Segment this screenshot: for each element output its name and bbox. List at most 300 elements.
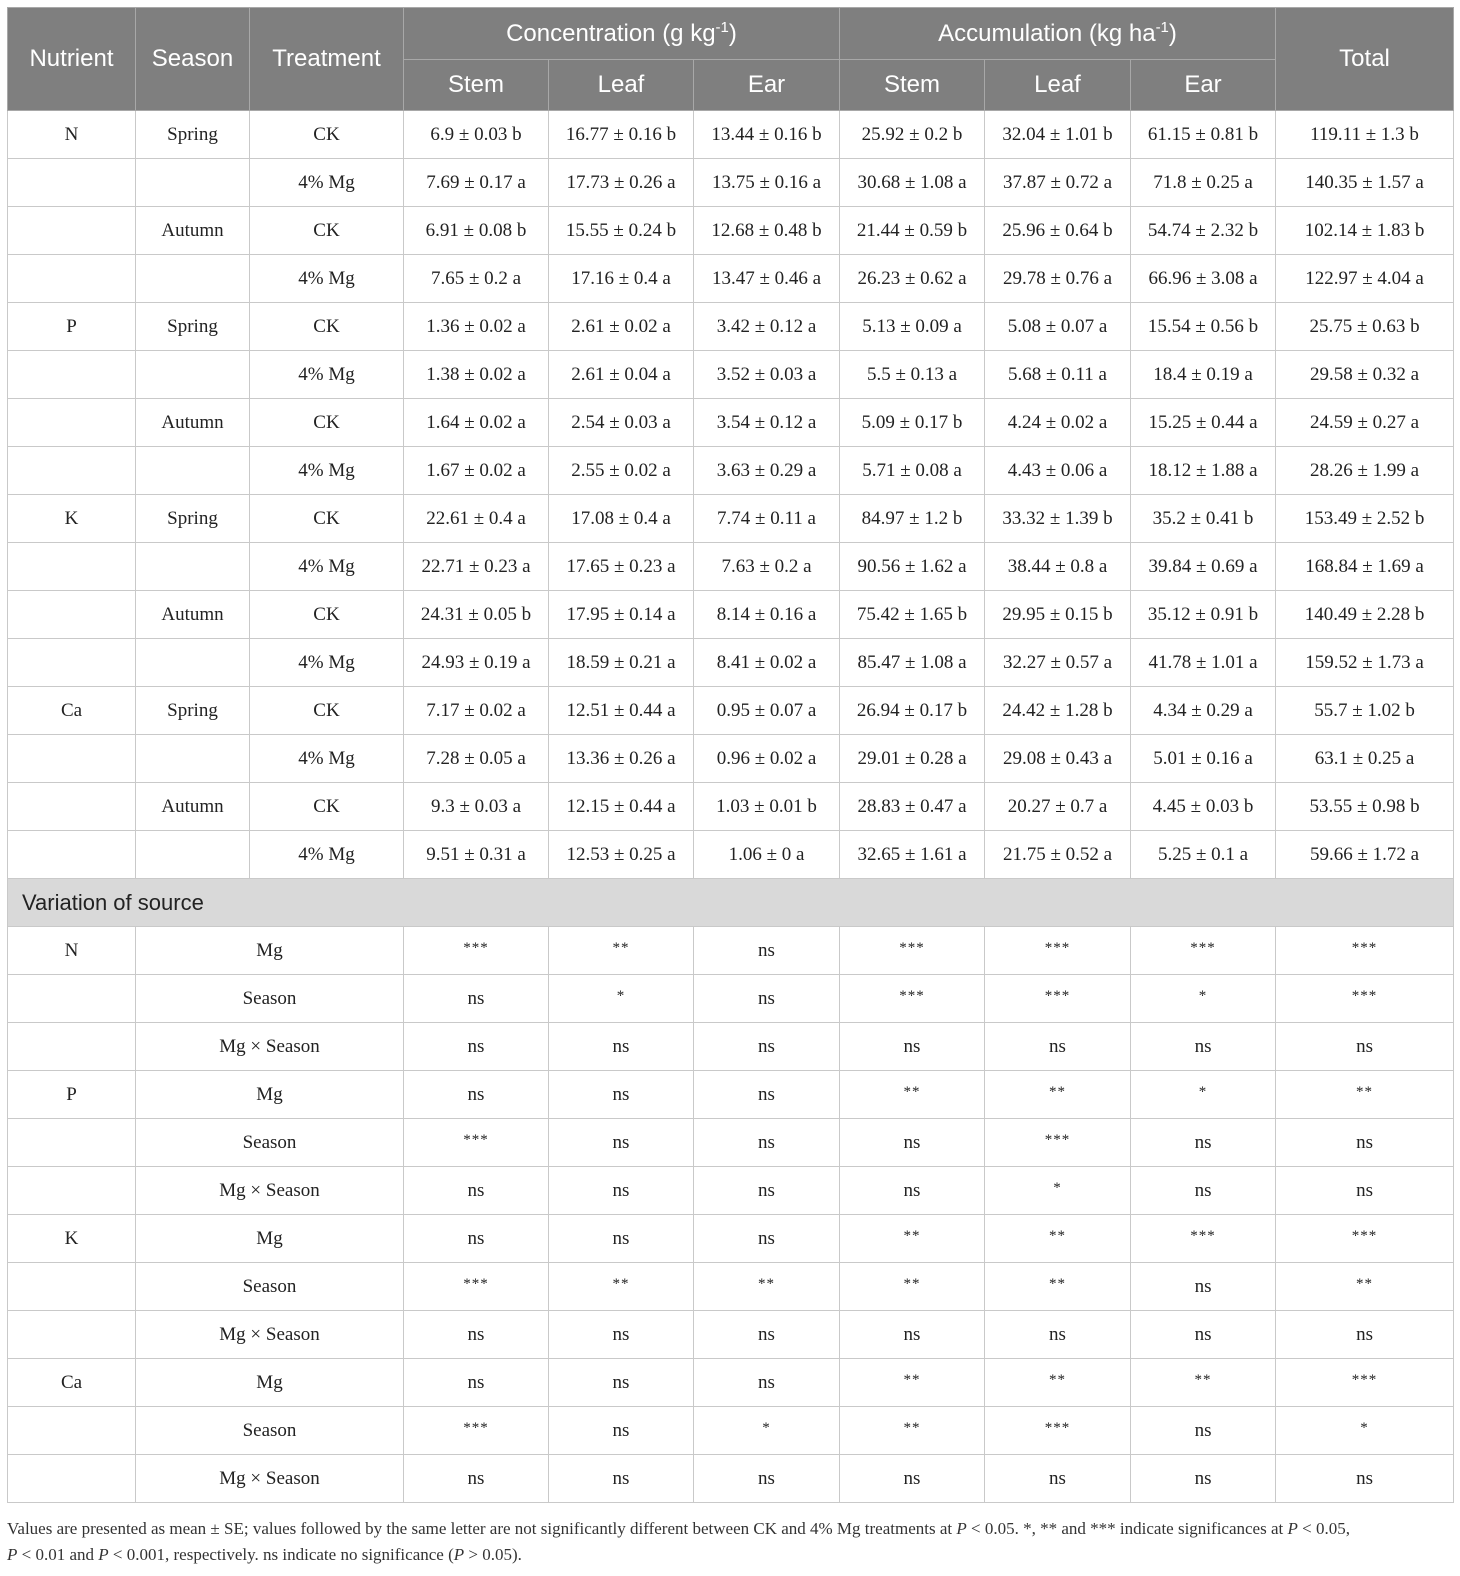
conc-leaf-cell: 2.54 ± 0.03 a: [549, 399, 694, 447]
header-accumulation: [840, 8, 1276, 60]
total-cell: 122.97 ± 4.04 a: [1276, 255, 1454, 303]
anova-significance-cell: [985, 1071, 1131, 1119]
anova-significance-cell: [404, 1359, 549, 1407]
significance-mark: ns: [903, 1467, 921, 1489]
acc-ear-cell: 66.96 ± 3.08 a: [1131, 255, 1276, 303]
treatment-cell: CK: [250, 687, 404, 735]
anova-source-cell: Mg × Season: [136, 1311, 404, 1359]
anova-significance-cell: [1131, 1359, 1276, 1407]
acc-ear-cell: 71.8 ± 0.25 a: [1131, 159, 1276, 207]
anova-significance-cell: [985, 1167, 1131, 1215]
significance-mark: ns: [1194, 1419, 1212, 1441]
total-cell: 140.35 ± 1.57 a: [1276, 159, 1454, 207]
conc-ear-cell: 12.68 ± 0.48 b: [694, 207, 840, 255]
anova-row: [8, 1263, 1454, 1311]
significance-mark: ***: [1044, 1131, 1071, 1148]
significance-mark: *: [1360, 1419, 1369, 1436]
significance-mark: ***: [1044, 1419, 1071, 1436]
season-cell: [136, 639, 250, 687]
anova-significance-cell: [694, 1119, 840, 1167]
significance-mark: **: [1049, 1227, 1066, 1244]
anova-significance-cell: [1131, 1023, 1276, 1071]
conc-leaf-cell: 12.15 ± 0.44 a: [549, 783, 694, 831]
conc-stem-cell: 1.38 ± 0.02 a: [404, 351, 549, 399]
significance-mark: ns: [758, 1179, 775, 1201]
table-row: [8, 303, 1454, 351]
nutrient-cell: [8, 831, 136, 879]
anova-nutrient-cell: K: [8, 1215, 136, 1263]
anova-significance-cell: [694, 1071, 840, 1119]
anova-significance-cell: [549, 1359, 694, 1407]
anova-significance-cell: [1131, 975, 1276, 1023]
significance-mark: ns: [758, 1467, 775, 1489]
anova-significance-cell: [985, 927, 1131, 975]
conc-ear-cell: 1.06 ± 0 a: [694, 831, 840, 879]
anova-significance-cell: [694, 1263, 840, 1311]
conc-ear-cell: 7.74 ± 0.11 a: [694, 495, 840, 543]
treatment-cell: 4% Mg: [250, 351, 404, 399]
anova-significance-cell: [694, 927, 840, 975]
acc-stem-cell: 84.97 ± 1.2 b: [840, 495, 985, 543]
anova-significance-cell: [549, 1023, 694, 1071]
significance-mark: ***: [1190, 939, 1216, 956]
conc-stem-cell: 7.65 ± 0.2 a: [404, 255, 549, 303]
anova-source-cell: Mg: [136, 927, 404, 975]
nutrient-cell: [8, 255, 136, 303]
total-cell: 59.66 ± 1.72 a: [1276, 831, 1454, 879]
table-header: [8, 8, 1454, 111]
header-nutrient: Nutrient: [8, 8, 136, 111]
acc-leaf-cell: 32.04 ± 1.01 b: [985, 111, 1131, 159]
anova-significance-cell: [840, 1167, 985, 1215]
acc-stem-cell: 5.5 ± 0.13 a: [840, 351, 985, 399]
conc-ear-cell: 1.03 ± 0.01 b: [694, 783, 840, 831]
anova-significance-cell: [694, 1455, 840, 1503]
total-cell: 168.84 ± 1.69 a: [1276, 543, 1454, 591]
season-cell: Spring: [136, 111, 250, 159]
acc-leaf-cell: 25.96 ± 0.64 b: [985, 207, 1131, 255]
significance-mark: ns: [1194, 1179, 1212, 1201]
significance-mark: **: [1356, 1083, 1374, 1100]
acc-leaf-cell: 4.24 ± 0.02 a: [985, 399, 1131, 447]
acc-leaf-cell: 5.08 ± 0.07 a: [985, 303, 1131, 351]
anova-significance-cell: [1131, 1455, 1276, 1503]
conc-ear-cell: 13.75 ± 0.16 a: [694, 159, 840, 207]
section-label: Variation of source: [8, 879, 1454, 927]
nutrient-cell: [8, 543, 136, 591]
conc-stem-cell: 9.51 ± 0.31 a: [404, 831, 549, 879]
anova-significance-cell: [840, 1071, 985, 1119]
table-row: [8, 687, 1454, 735]
nutrient-cell: [8, 399, 136, 447]
anova-significance-cell: [549, 1119, 694, 1167]
anova-significance-cell: [985, 1311, 1131, 1359]
anova-row: [8, 975, 1454, 1023]
significance-mark: ***: [899, 939, 925, 956]
treatment-cell: CK: [250, 207, 404, 255]
season-cell: Spring: [136, 687, 250, 735]
footnote-text-3: < 0.05,: [1297, 1519, 1350, 1538]
anova-significance-cell: [840, 1359, 985, 1407]
conc-leaf-cell: 2.55 ± 0.02 a: [549, 447, 694, 495]
significance-mark: ns: [1049, 1035, 1066, 1057]
acc-leaf-cell: 5.68 ± 0.11 a: [985, 351, 1131, 399]
significance-mark: ns: [467, 1323, 485, 1345]
nutrient-cell: [8, 639, 136, 687]
acc-stem-cell: 5.09 ± 0.17 b: [840, 399, 985, 447]
significance-mark: ns: [758, 1035, 775, 1057]
treatment-cell: CK: [250, 111, 404, 159]
significance-mark: *: [1198, 987, 1208, 1004]
significance-mark: **: [612, 1275, 630, 1292]
significance-mark: ns: [612, 1371, 630, 1393]
total-cell: 25.75 ± 0.63 b: [1276, 303, 1454, 351]
acc-stem-cell: 28.83 ± 0.47 a: [840, 783, 985, 831]
header-treatment: Treatment: [250, 8, 404, 111]
conc-leaf-cell: 12.53 ± 0.25 a: [549, 831, 694, 879]
anova-significance-cell: [985, 1263, 1131, 1311]
conc-stem-cell: 9.3 ± 0.03 a: [404, 783, 549, 831]
acc-ear-cell: 5.25 ± 0.1 a: [1131, 831, 1276, 879]
significance-mark: ns: [612, 1131, 630, 1153]
anova-body: [8, 879, 1454, 1503]
conc-stem-cell: 7.69 ± 0.17 a: [404, 159, 549, 207]
significance-mark: ns: [1356, 1323, 1373, 1345]
anova-significance-cell: [549, 1407, 694, 1455]
anova-significance-cell: [1276, 1359, 1454, 1407]
anova-significance-cell: [549, 1071, 694, 1119]
significance-mark: ***: [463, 1131, 489, 1148]
anova-source-cell: Mg: [136, 1071, 404, 1119]
anova-significance-cell: [985, 1215, 1131, 1263]
significance-mark: **: [903, 1275, 921, 1292]
anova-significance-cell: [549, 1455, 694, 1503]
anova-significance-cell: [1276, 1311, 1454, 1359]
acc-stem-cell: 26.94 ± 0.17 b: [840, 687, 985, 735]
anova-significance-cell: [840, 975, 985, 1023]
conc-leaf-cell: 13.36 ± 0.26 a: [549, 735, 694, 783]
anova-significance-cell: [404, 927, 549, 975]
anova-nutrient-cell: [8, 1407, 136, 1455]
treatment-cell: 4% Mg: [250, 255, 404, 303]
anova-significance-cell: [1276, 1263, 1454, 1311]
header-acc-ear: Ear: [1131, 60, 1276, 111]
anova-source-cell: Mg: [136, 1215, 404, 1263]
anova-significance-cell: [985, 975, 1131, 1023]
significance-mark: ns: [903, 1179, 921, 1201]
acc-ear-cell: 4.34 ± 0.29 a: [1131, 687, 1276, 735]
season-cell: Autumn: [136, 591, 250, 639]
conc-ear-cell: 0.95 ± 0.07 a: [694, 687, 840, 735]
anova-nutrient-cell: [8, 1023, 136, 1071]
acc-stem-cell: 30.68 ± 1.08 a: [840, 159, 985, 207]
anova-nutrient-cell: P: [8, 1071, 136, 1119]
anova-significance-cell: [1276, 1167, 1454, 1215]
acc-ear-cell: 35.12 ± 0.91 b: [1131, 591, 1276, 639]
nutrient-cell: [8, 447, 136, 495]
season-cell: [136, 351, 250, 399]
acc-ear-cell: 35.2 ± 0.41 b: [1131, 495, 1276, 543]
conc-leaf-cell: 15.55 ± 0.24 b: [549, 207, 694, 255]
anova-source-cell: Season: [136, 1263, 404, 1311]
total-cell: 53.55 ± 0.98 b: [1276, 783, 1454, 831]
conc-leaf-cell: 17.65 ± 0.23 a: [549, 543, 694, 591]
nutrient-cell: K: [8, 495, 136, 543]
anova-significance-cell: [549, 1167, 694, 1215]
nutrient-cell: Ca: [8, 687, 136, 735]
table-row: [8, 831, 1454, 879]
anova-row: [8, 1359, 1454, 1407]
treatment-cell: 4% Mg: [250, 831, 404, 879]
footnote-p-3: P: [7, 1545, 18, 1564]
anova-significance-cell: [694, 1167, 840, 1215]
conc-stem-cell: 22.61 ± 0.4 a: [404, 495, 549, 543]
acc-stem-cell: 26.23 ± 0.62 a: [840, 255, 985, 303]
significance-mark: ns: [1194, 1131, 1212, 1153]
significance-mark: ns: [758, 1083, 775, 1105]
significance-mark: ns: [1356, 1131, 1373, 1153]
anova-significance-cell: [985, 1023, 1131, 1071]
significance-mark: ns: [1194, 1275, 1212, 1297]
conc-ear-cell: 3.52 ± 0.03 a: [694, 351, 840, 399]
table-row: [8, 543, 1454, 591]
season-cell: [136, 255, 250, 303]
table-row: [8, 207, 1454, 255]
anova-significance-cell: [694, 1359, 840, 1407]
acc-stem-cell: 25.92 ± 0.2 b: [840, 111, 985, 159]
footnote: [7, 1516, 1453, 1568]
accumulation-label: Accumulation (kg ha: [938, 20, 1156, 47]
header-acc-stem: Stem: [840, 60, 985, 111]
significance-mark: ***: [1351, 987, 1378, 1004]
anova-source-cell: Season: [136, 1407, 404, 1455]
significance-mark: ns: [467, 1035, 485, 1057]
significance-mark: **: [758, 1275, 775, 1292]
total-cell: 140.49 ± 2.28 b: [1276, 591, 1454, 639]
header-season: Season: [136, 8, 250, 111]
anova-significance-cell: [1276, 975, 1454, 1023]
significance-mark: **: [612, 939, 630, 956]
significance-mark: ns: [758, 1227, 775, 1249]
significance-mark: ns: [758, 1323, 775, 1345]
nutrient-cell: [8, 735, 136, 783]
footnote-text-5: < 0.001, respectively. ns indicate no significance (: [108, 1545, 454, 1564]
conc-stem-cell: 24.31 ± 0.05 b: [404, 591, 549, 639]
significance-mark: ns: [1194, 1323, 1212, 1345]
anova-nutrient-cell: [8, 975, 136, 1023]
conc-leaf-cell: 18.59 ± 0.21 a: [549, 639, 694, 687]
significance-mark: ns: [612, 1323, 630, 1345]
footnote-p-1: P: [956, 1519, 967, 1538]
treatment-cell: 4% Mg: [250, 447, 404, 495]
anova-significance-cell: [1131, 1167, 1276, 1215]
nutrient-cell: [8, 159, 136, 207]
treatment-cell: CK: [250, 591, 404, 639]
significance-mark: ns: [1194, 1035, 1212, 1057]
conc-stem-cell: 7.28 ± 0.05 a: [404, 735, 549, 783]
season-cell: Autumn: [136, 207, 250, 255]
acc-leaf-cell: 29.78 ± 0.76 a: [985, 255, 1131, 303]
significance-mark: **: [903, 1371, 921, 1388]
significance-mark: *: [762, 1419, 771, 1436]
conc-ear-cell: 8.41 ± 0.02 a: [694, 639, 840, 687]
table-row: [8, 111, 1454, 159]
concentration-close: ): [728, 20, 737, 47]
acc-stem-cell: 85.47 ± 1.08 a: [840, 639, 985, 687]
acc-leaf-cell: 33.32 ± 1.39 b: [985, 495, 1131, 543]
anova-significance-cell: [549, 975, 694, 1023]
table-row: [8, 639, 1454, 687]
anova-significance-cell: [694, 1215, 840, 1263]
significance-mark: ***: [1351, 1227, 1378, 1244]
acc-ear-cell: 54.74 ± 2.32 b: [1131, 207, 1276, 255]
anova-significance-cell: [840, 1407, 985, 1455]
anova-significance-cell: [1131, 1071, 1276, 1119]
significance-mark: ns: [1049, 1467, 1066, 1489]
conc-stem-cell: 6.9 ± 0.03 b: [404, 111, 549, 159]
significance-mark: **: [1356, 1275, 1374, 1292]
total-cell: 63.1 ± 0.25 a: [1276, 735, 1454, 783]
anova-source-cell: Mg × Season: [136, 1455, 404, 1503]
table-row: [8, 255, 1454, 303]
acc-ear-cell: 41.78 ± 1.01 a: [1131, 639, 1276, 687]
significance-mark: *: [616, 987, 626, 1004]
acc-ear-cell: 18.4 ± 0.19 a: [1131, 351, 1276, 399]
anova-significance-cell: [404, 1311, 549, 1359]
conc-ear-cell: 3.63 ± 0.29 a: [694, 447, 840, 495]
anova-nutrient-cell: [8, 1119, 136, 1167]
significance-mark: ***: [463, 1419, 489, 1436]
acc-ear-cell: 15.54 ± 0.56 b: [1131, 303, 1276, 351]
anova-significance-cell: [404, 1263, 549, 1311]
treatment-cell: 4% Mg: [250, 735, 404, 783]
significance-mark: ns: [467, 1227, 485, 1249]
nutrient-cell: [8, 351, 136, 399]
anova-significance-cell: [694, 1023, 840, 1071]
significance-mark: ns: [903, 1131, 921, 1153]
table-row: [8, 495, 1454, 543]
treatment-cell: CK: [250, 399, 404, 447]
conc-leaf-cell: 17.73 ± 0.26 a: [549, 159, 694, 207]
anova-significance-cell: [1276, 1455, 1454, 1503]
conc-stem-cell: 24.93 ± 0.19 a: [404, 639, 549, 687]
significance-mark: *: [1053, 1179, 1062, 1196]
significance-mark: ns: [612, 1035, 630, 1057]
footnote-text-1: Values are presented as mean ± SE; values followed by the same letter are not significantly different between CK and 4% Mg treatments at: [7, 1519, 957, 1538]
conc-leaf-cell: 17.16 ± 0.4 a: [549, 255, 694, 303]
anova-source-cell: Season: [136, 975, 404, 1023]
anova-significance-cell: [404, 1407, 549, 1455]
treatment-cell: CK: [250, 495, 404, 543]
total-cell: 119.11 ± 1.3 b: [1276, 111, 1454, 159]
acc-ear-cell: 18.12 ± 1.88 a: [1131, 447, 1276, 495]
anova-significance-cell: [840, 1023, 985, 1071]
anova-nutrient-cell: [8, 1311, 136, 1359]
anova-significance-cell: [694, 1407, 840, 1455]
table-row: [8, 447, 1454, 495]
significance-mark: ns: [1356, 1035, 1373, 1057]
anova-nutrient-cell: [8, 1455, 136, 1503]
season-cell: Spring: [136, 303, 250, 351]
conc-leaf-cell: 17.08 ± 0.4 a: [549, 495, 694, 543]
header-conc-leaf: Leaf: [549, 60, 694, 111]
anova-significance-cell: [694, 1311, 840, 1359]
anova-significance-cell: [1131, 1215, 1276, 1263]
nutrient-cell: N: [8, 111, 136, 159]
acc-ear-cell: 15.25 ± 0.44 a: [1131, 399, 1276, 447]
anova-significance-cell: [1276, 1023, 1454, 1071]
significance-mark: ns: [467, 987, 485, 1009]
anova-significance-cell: [404, 1167, 549, 1215]
significance-mark: ***: [899, 987, 925, 1004]
anova-significance-cell: [1131, 1407, 1276, 1455]
nutrient-table: [7, 7, 1454, 1503]
accumulation-exponent: -1: [1155, 19, 1169, 36]
season-cell: Spring: [136, 495, 250, 543]
acc-stem-cell: 5.13 ± 0.09 a: [840, 303, 985, 351]
total-cell: 55.7 ± 1.02 b: [1276, 687, 1454, 735]
anova-significance-cell: [985, 1359, 1131, 1407]
anova-significance-cell: [404, 1455, 549, 1503]
nutrient-cell: [8, 207, 136, 255]
section-row: [8, 879, 1454, 927]
footnote-text-2: < 0.05. *, ** and *** indicate significances at: [966, 1519, 1288, 1538]
footnote-p-2: P: [1287, 1519, 1298, 1538]
conc-stem-cell: 22.71 ± 0.23 a: [404, 543, 549, 591]
anova-row: [8, 1455, 1454, 1503]
significance-mark: ns: [612, 1467, 630, 1489]
significance-mark: **: [1194, 1371, 1212, 1388]
anova-nutrient-cell: Ca: [8, 1359, 136, 1407]
treatment-cell: CK: [250, 303, 404, 351]
significance-mark: ns: [612, 1419, 630, 1441]
acc-stem-cell: 90.56 ± 1.62 a: [840, 543, 985, 591]
anova-significance-cell: [1276, 1215, 1454, 1263]
anova-nutrient-cell: N: [8, 927, 136, 975]
significance-mark: ***: [1351, 939, 1378, 956]
table-row: [8, 591, 1454, 639]
significance-mark: ns: [467, 1467, 485, 1489]
significance-mark: **: [1049, 1083, 1066, 1100]
total-cell: 153.49 ± 2.52 b: [1276, 495, 1454, 543]
table-row: [8, 351, 1454, 399]
acc-stem-cell: 32.65 ± 1.61 a: [840, 831, 985, 879]
acc-leaf-cell: 37.87 ± 0.72 a: [985, 159, 1131, 207]
anova-significance-cell: [1276, 1071, 1454, 1119]
significance-mark: ns: [758, 1131, 775, 1153]
conc-ear-cell: 0.96 ± 0.02 a: [694, 735, 840, 783]
conc-leaf-cell: 12.51 ± 0.44 a: [549, 687, 694, 735]
anova-significance-cell: [549, 1263, 694, 1311]
acc-ear-cell: 5.01 ± 0.16 a: [1131, 735, 1276, 783]
significance-mark: ***: [463, 1275, 489, 1292]
footnote-text-4: < 0.01 and: [17, 1545, 99, 1564]
season-cell: Autumn: [136, 399, 250, 447]
treatment-cell: 4% Mg: [250, 639, 404, 687]
nutrient-cell: [8, 783, 136, 831]
anova-nutrient-cell: [8, 1167, 136, 1215]
anova-row: [8, 1215, 1454, 1263]
conc-stem-cell: 1.67 ± 0.02 a: [404, 447, 549, 495]
header-conc-ear: Ear: [694, 60, 840, 111]
significance-mark: ns: [467, 1083, 485, 1105]
season-cell: [136, 447, 250, 495]
conc-leaf-cell: 16.77 ± 0.16 b: [549, 111, 694, 159]
anova-source-cell: Mg: [136, 1359, 404, 1407]
acc-leaf-cell: 32.27 ± 0.57 a: [985, 639, 1131, 687]
conc-ear-cell: 8.14 ± 0.16 a: [694, 591, 840, 639]
anova-source-cell: Season: [136, 1119, 404, 1167]
